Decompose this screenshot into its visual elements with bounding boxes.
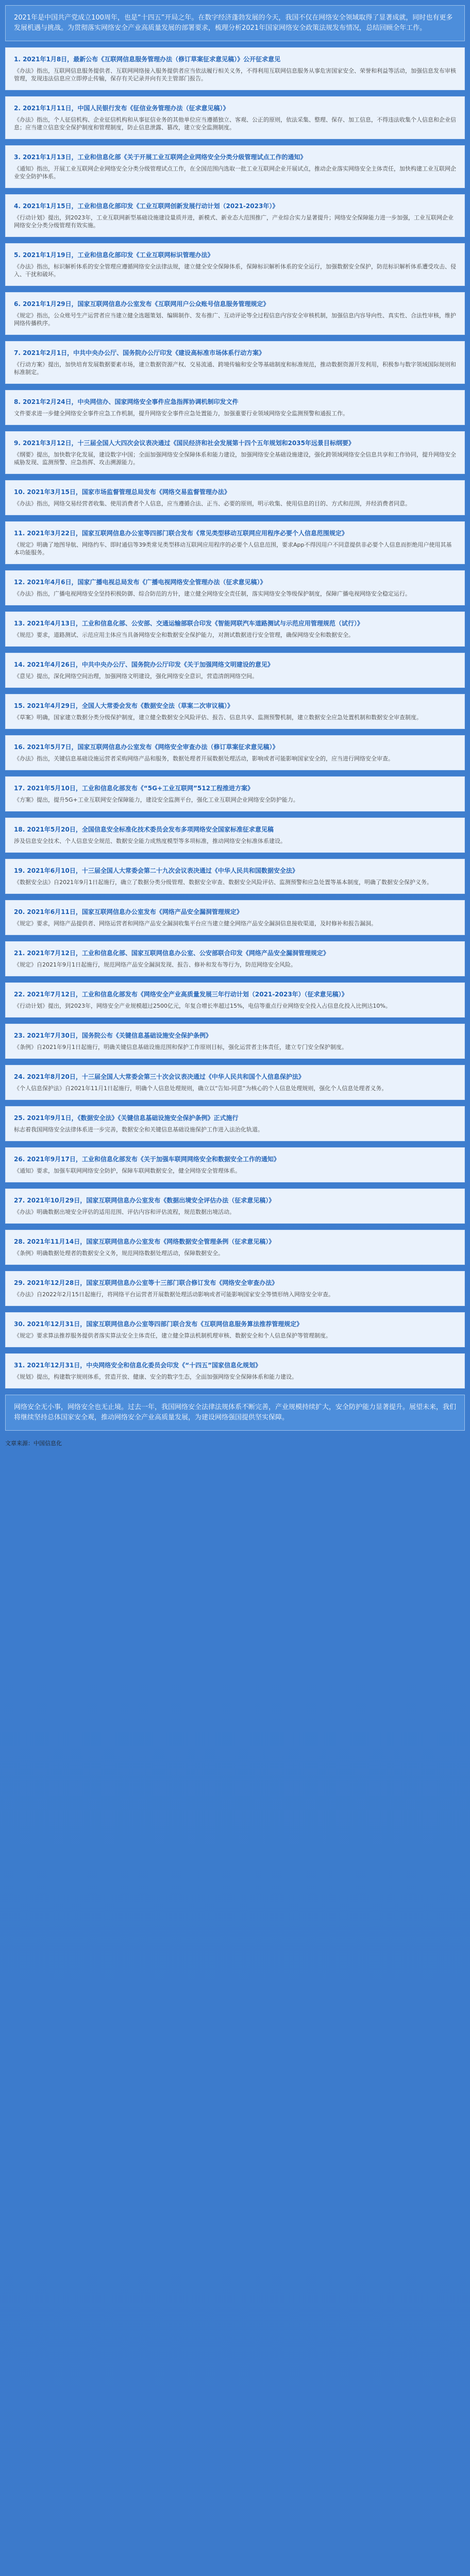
policy-body: 《规划》提出，构建数字规则体系，营造开放、健康、安全的数字生态，全面加强网络安全保障体系和能力建设。 [14, 1374, 297, 1380]
policy-title: 18. 2021年5月20日，全国信息安全标准化技术委员会发布多项网络安全国家标准征求意见稿 [14, 826, 274, 833]
policy-body: 《办法》指出，个人征信机构、企业征信机构和从事征信业务的其他单位应当遵循独立、客观、公正的原则，依法采集、整理、保存、加工信息，不得违法收集个人信息和企业信息；应当建立信息安全保护制度和管理制度，防止信息泄露、篡改，建立安全监测制度。 [14, 116, 456, 131]
policy-title: 29. 2021年12月28日，国家互联网信息办公室等十三部门联合修订发布《网络安全审查办法》 [14, 1279, 278, 1286]
conclusion-text: 网络安全无小事，网络安全也无止境。过去一年，我国网络安全法律法规体系不断完善，产业规模持续扩大，安全防护能力显著提升。展望未来，我们将继续坚持总体国家安全观，推动网络安全产业高质量发展，为建设网络强国提供坚实保障。 [14, 1403, 457, 1421]
policy-title: 15. 2021年4月29日，全国人大常委会发布《数据安全法（草案二次审议稿）》 [14, 702, 233, 709]
policy-title: 4. 2021年1月15日，工业和信息化部印发《工业互联网创新发展行动计划（2021-2023年）》 [14, 202, 279, 210]
policy-body: 《办法》指出，标识解析体系的安全管理应遵循网络安全法律法规，建立健全安全保障体系，保障标识解析体系的安全运行，加强数据安全保护，防范标识解析体系遭受攻击、侵入、干扰和破坏。 [14, 263, 456, 278]
policy-body: 《办法》指出，网络交易经营者收集、使用消费者个人信息，应当遵循合法、正当、必要的原则，明示收集、使用信息的目的、方式和范围，并经消费者同意。 [14, 500, 411, 507]
policy-section [5, 570, 465, 605]
policy-title: 13. 2021年4月13日，工业和信息化部、公安部、交通运输部联合印发《智能网联汽车道路测试与示范应用管理规范（试行）》 [14, 620, 363, 627]
policy-body: 《通知》指出，开展工业互联网企业网络安全分类分级管理试点工作，在全国范围内选取一批工业互联网企业开展试点，推动企业落实网络安全主体责任，加快构建工业互联网企业安全防护体系。 [14, 165, 456, 180]
policy-section [5, 941, 465, 976]
policy-title: 7. 2021年2月1日，中共中央办公厅、国务院办公厅印发《建设高标准市场体系行动方案》 [14, 349, 265, 357]
policy-body: 《数据安全法》自2021年9月1日起施行，确立了数据分类分级管理、数据安全审查、数据安全风险评估、监测预警和应急处置等基本制度，明确了数据安全保护义务。 [14, 879, 432, 886]
footer-source: 文章来源：中国信息化 [5, 1440, 62, 1447]
policy-section [5, 390, 465, 425]
policy-section [5, 1353, 465, 1388]
policy-body: 《办法》明确数据出境安全评估的适用范围、评估内容和评估流程，规范数据出境活动。 [14, 1209, 235, 1215]
policy-section [5, 818, 465, 853]
policy-section [5, 1230, 465, 1265]
policy-title: 10. 2021年3月15日，国家市场监督管理总局发布《网络交易监督管理办法》 [14, 488, 230, 496]
policy-section [5, 1147, 465, 1182]
policy-body: 《方案》提出，提升5G+工业互联网安全保障能力，建设安全监测平台，强化工业互联网企业网络安全防护能力。 [14, 796, 299, 803]
policy-body: 《条例》明确数据处理者的数据安全义务，规范网络数据处理活动，保障数据安全。 [14, 1250, 224, 1257]
policy-section [5, 292, 465, 335]
policy-title: 8. 2021年2月24日，中央网信办、国家网络安全事件应急指挥协调机制印发文件 [14, 398, 239, 405]
policy-title: 28. 2021年11月14日，国家互联网信息办公室发布《网络数据安全管理条例（征求意见稿）》 [14, 1238, 275, 1245]
policy-section [5, 1106, 465, 1141]
sections-list [5, 47, 465, 1388]
policy-body: 《规定》自2021年9月1日起施行，规范网络产品安全漏洞发现、报告、修补和发布等行为，防范网络安全风险。 [14, 961, 296, 968]
policy-title: 16. 2021年5月7日，国家互联网信息办公室发布《网络安全审查办法（修订草案征求意见稿）》 [14, 743, 279, 751]
policy-section [5, 1189, 465, 1224]
policy-body: 《行动计划》提出，到2023年，工业互联网新型基础设施建设量质并进，新模式、新业态大范围推广，产业综合实力显著提升；网络安全保障能力进一步加强，工业互联网企业网络安全分类分级管理有效实施。 [14, 214, 454, 229]
policy-title: 21. 2021年7月12日，工业和信息化部、国家互联网信息办公室、公安部联合印发《网络产品安全漏洞管理规定》 [14, 950, 329, 957]
policy-section [5, 480, 465, 515]
policy-title: 24. 2021年8月20日，十三届全国人大常委会第三十次会议表决通过《中华人民共和国个人信息保护法》 [14, 1073, 305, 1080]
policy-title: 9. 2021年3月12日，十三届全国人大四次会议表决通过《国民经济和社会发展第十四个五年规划和2035年远景目标纲要》 [14, 439, 355, 447]
policy-title: 17. 2021年5月10日，工业和信息化部发布《“5G+工业互联网”512工程推进方案》 [14, 785, 254, 792]
policy-section [5, 776, 465, 811]
policy-section [5, 521, 465, 564]
policy-body: 《办法》指出，互联网信息服务提供者、互联网网络接入服务提供者应当依法履行相关义务，不得利用互联网信息服务从事危害国家安全、荣誉和利益等活动，加强信息发布审核管理，发现违法信息应立即停止传输，保存有关记录并向有关主管部门报告。 [14, 67, 456, 82]
policy-body: 《办法》自2022年2月15日起施行，将网络平台运营者开展数据处理活动影响或者可能影响国家安全等情形纳入网络安全审查。 [14, 1291, 334, 1298]
policy-section [5, 612, 465, 647]
policy-title: 26. 2021年9月17日，工业和信息化部发布《关于加强车联网网络安全和数据安全工作的通知》 [14, 1156, 280, 1163]
policy-section [5, 1024, 465, 1059]
policy-section [5, 735, 465, 770]
policy-title: 11. 2021年3月22日，国家互联网信息办公室等四部门联合发布《常见类型移动互联网应用程序必要个人信息范围规定》 [14, 530, 348, 537]
policy-body: 《行动方案》提出，加快培育发展数据要素市场，建立数据资源产权、交易流通、跨境传输和安全等基础制度和标准规范，推动数据资源开发利用，积极参与数字领域国际规则和标准制定。 [14, 361, 456, 376]
policy-section [5, 982, 465, 1018]
policy-title: 5. 2021年1月19日，工业和信息化部印发《工业互联网标识管理办法》 [14, 251, 214, 259]
policy-body: 《草案》明确，国家建立数据分类分级保护制度，建立健全数据安全风险评估、报告、信息共享、监测预警机制，建立数据安全应急处置机制和数据安全审查制度。 [14, 714, 422, 721]
policy-title: 27. 2021年10月29日，国家互联网信息办公室发布《数据出境安全评估办法（征求意见稿）》 [14, 1197, 275, 1204]
policy-title: 23. 2021年7月30日，国务院公布《关键信息基础设施安全保护条例》 [14, 1032, 212, 1039]
policy-title: 6. 2021年1月29日，国家互联网信息办公室发布《互联网用户公众账号信息服务管理规定》 [14, 300, 270, 308]
policy-section [5, 145, 465, 188]
policy-body: 《个人信息保护法》自2021年11月1日起施行，明确个人信息处理规则，确立以“告知-同意”为核心的个人信息处理规则，强化个人信息处理者义务。 [14, 1085, 388, 1092]
policy-body: 《行动计划》提出，到2023年，网络安全产业规模超过2500亿元，年复合增长率超过15%，电信等重点行业网络安全投入占信息化投入比例达10%。 [14, 1003, 391, 1009]
policy-body: 文件要求进一步健全网络安全事件应急工作机制，提升网络安全事件应急处置能力，加强重要行业领域网络安全监测预警和通报工作。 [14, 410, 348, 417]
policy-title: 2. 2021年1月11日，中国人民银行发布《征信业务管理办法（征求意见稿）》 [14, 105, 229, 112]
policy-title: 14. 2021年4月26日，中共中央办公厅、国务院办公厅印发《关于加强网络文明建设的意见》 [14, 661, 274, 668]
policy-section [5, 900, 465, 935]
policy-body: 《规定》指出，公众账号生产运营者应当建立健全选题策划、编辑制作、发布推广、互动评论等全过程信息内容安全审核机制，加强信息内容导向性、真实性、合法性审核，维护网络传播秩序。 [14, 312, 456, 327]
policy-title: 30. 2021年12月31日，国家互联网信息办公室等四部门联合发布《互联网信息服务算法推荐管理规定》 [14, 1320, 303, 1328]
policy-title: 19. 2021年6月10日，十三届全国人大常委会第二十九次会议表决通过《中华人民共和国数据安全法》 [14, 867, 298, 874]
policy-section [5, 1271, 465, 1306]
policy-section [5, 194, 465, 237]
policy-title: 31. 2021年12月31日，中央网络安全和信息化委员会印发《“十四五”国家信息化规划》 [14, 1362, 262, 1369]
policy-body: 《意见》提出，深化网络空间治理，加强网络文明建设，强化网络安全意识，营造清朗网络空间。 [14, 673, 258, 680]
policy-title: 3. 2021年1月13日，工业和信息化部《关于开展工业互联网企业网络安全分类分级管理试点工作的通知》 [14, 154, 307, 161]
policy-section [5, 47, 465, 90]
policy-title: 1. 2021年1月8日，最新公布《互联网信息服务管理办法（修订草案征求意见稿）》公开征求意见 [14, 56, 281, 63]
policy-section [5, 341, 465, 384]
intro-box [5, 5, 465, 41]
policy-section [5, 243, 465, 286]
intro-text: 2021年是中国共产党成立100周年，也是“十四五”开局之年。在数字经济蓬勃发展的今天，我国不仅在网络安全领域取得了显著成就，同时也有更多发展机遇与挑战。为贯彻落实网络安全产业高质量发展的部署要求，梳理分析2021年国家网络安全政策法规发布情况，总结回顾全年工作。 [14, 14, 453, 32]
policy-section [5, 1065, 465, 1100]
policy-title: 22. 2021年7月12日，工业和信息化部发布《网络安全产业高质量发展三年行动计划（2021-2023年）（征求意见稿）》 [14, 991, 348, 998]
policy-body: 涉及信息安全技术、个人信息安全规范、数据安全能力成熟度模型等多项标准，推动网络安全标准体系建设。 [14, 838, 286, 844]
policy-body: 《规定》要求算法推荐服务提供者落实算法安全主体责任，建立健全算法机制机理审核、数据安全和个人信息保护等管理制度。 [14, 1332, 331, 1339]
policy-section [5, 96, 465, 139]
policy-body: 《规定》明确了地图导航、网络约车、即时通信等39类常见类型移动互联网应用程序的必要个人信息范围，要求App不得因用户不同意提供非必要个人信息而拒绝用户使用其基本功能服务。 [14, 541, 452, 556]
policy-body: 《规定》要求，网络产品提供者、网络运营者和网络产品安全漏洞收集平台应当建立健全网络产品安全漏洞信息接收渠道，及时修补和报告漏洞。 [14, 920, 377, 927]
conclusion-box [5, 1395, 465, 1431]
policy-body: 《条例》自2021年9月1日起施行，明确关键信息基础设施范围和保护工作原则目标，强化运营者主体责任，建立专门安全保护制度。 [14, 1044, 347, 1050]
policy-body: 《规范》要求，道路测试、示范应用主体应当具备网络安全和数据安全保护能力，对测试数据进行安全管理，确保网络安全和数据安全。 [14, 632, 354, 638]
policy-section [5, 859, 465, 894]
policy-title: 20. 2021年6月11日，国家互联网信息办公室发布《网络产品安全漏洞管理规定》 [14, 908, 243, 916]
policy-section [5, 653, 465, 688]
policy-title: 25. 2021年9月1日，《数据安全法》《关键信息基础设施安全保护条例》正式施行 [14, 1114, 239, 1122]
policy-body: 《办法》指出，广播电视网络安全坚持积极防御、综合防范的方针，建立健全网络安全责任制，落实网络安全等级保护制度，保障广播电视网络安全稳定运行。 [14, 590, 411, 597]
policy-section [5, 431, 465, 474]
policy-section [5, 1312, 465, 1347]
policy-body: 《纲要》提出，加快数字化发展，建设数字中国；全面加强网络安全保障体系和能力建设，加强网络安全基础设施建设，强化跨领域网络安全信息共享和工作协同，提升网络安全威胁发现、监测预警、应急指挥、攻击溯源能力。 [14, 451, 456, 466]
policy-body: 标志着我国网络安全法律体系进一步完善，数据安全和关键信息基础设施保护工作进入法治化轨道。 [14, 1126, 263, 1133]
policy-body: 《通知》要求，加强车联网网络安全防护，保障车联网数据安全，健全网络安全管理体系。 [14, 1167, 241, 1174]
policy-section [5, 694, 465, 729]
policy-body: 《办法》指出，关键信息基础设施运营者采购网络产品和服务，数据处理者开展数据处理活动，影响或者可能影响国家安全的，应当进行网络安全审查。 [14, 755, 394, 762]
policy-title: 12. 2021年4月6日，国家广播电视总局发布《广播电视网络安全管理办法（征求意见稿）》 [14, 579, 266, 586]
